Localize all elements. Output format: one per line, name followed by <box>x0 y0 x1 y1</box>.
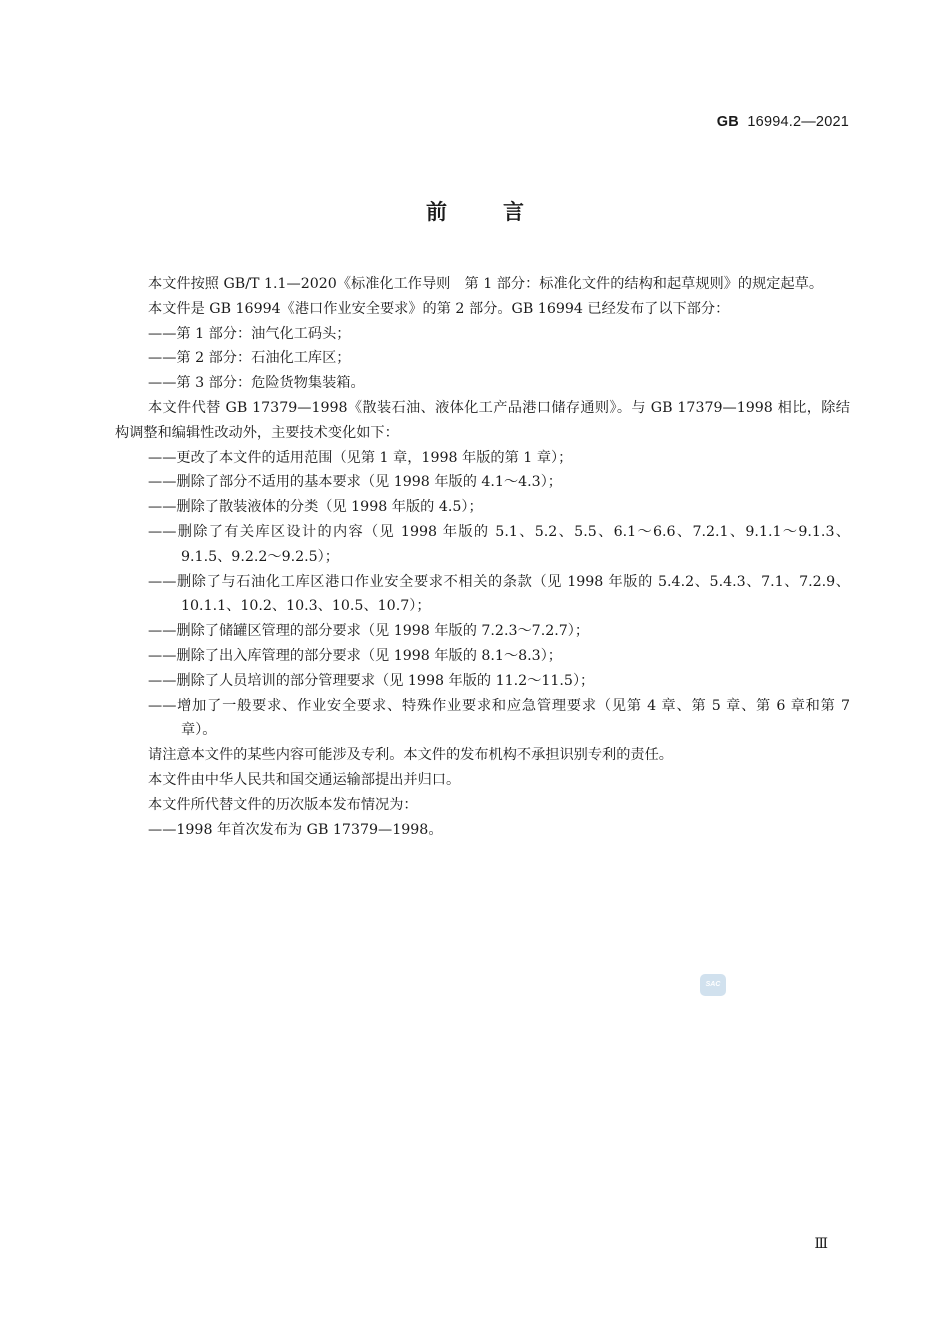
list-item: ——删除了有关库区设计的内容（见 1998 年版的 5.1、5.2、5.5、6.1～6.6、7.2.1、9.1.1～9.1.3、9.1.5、9.2.2～9.2.5）； <box>148 523 850 565</box>
standard-prefix: GB <box>716 114 739 130</box>
sac-watermark-logo: SAC <box>700 974 726 996</box>
paragraph: 本文件是 GB 16994《港口作业安全要求》的第 2 部分。GB 16994 已经发布了以下部分： <box>148 300 730 317</box>
paragraph: 本文件按照 GB/T 1.1—2020《标准化工作导则 第 1 部分：标准化文件的结构和起草规则》的规定起草。 <box>148 276 824 292</box>
page-title: 前言 <box>426 200 580 224</box>
paragraph: 请注意本文件的某些内容可能涉及专利。本文件的发布机构不承担识别专利的责任。 <box>148 747 673 764</box>
list-item: ——删除了储罐区管理的部分要求（见 1998 年版的 7.2.3～7.2.7）； <box>148 623 590 640</box>
list-item: ——删除了部分不适用的基本要求（见 1998 年版的 4.1～4.3）； <box>148 474 562 491</box>
page-number: Ⅲ <box>814 1236 828 1252</box>
paragraph: 本文件由中华人民共和国交通运输部提出并归口。 <box>148 771 461 788</box>
paragraph: 本文件所代替文件的历次版本发布情况为： <box>148 796 418 813</box>
list-item: ——删除了散装液体的分类（见 1998 年版的 4.5）； <box>148 499 483 516</box>
list-item: ——第 1 部分：油气化工码头； <box>148 325 351 342</box>
list-item: ——1998 年首次发布为 GB 17379—1998。 <box>148 821 443 838</box>
list-item: ——删除了出入库管理的部分要求（见 1998 年版的 8.1～8.3）； <box>148 647 562 664</box>
document-code <box>717 114 849 130</box>
list-item: ——更改了本文件的适用范围（见第 1 章，1998 年版的第 1 章）； <box>148 449 573 466</box>
list-item: ——第 3 部分：危险货物集装箱。 <box>148 375 365 392</box>
paragraph: 本文件代替 GB 17379—1998《散装石油、液体化工产品港口储存通则》。与 GB 17379—1998 相比，除结构调整和编辑性改动外，主要技术变化如下： <box>115 399 850 441</box>
list-item: ——删除了人员培训的部分管理要求（见 1998 年版的 11.2～11.5）； <box>148 672 595 689</box>
list-item: ——删除了与石油化工库区港口作业安全要求不相关的条款（见 1998 年版的 5.4.2、5.4.3、7.1、7.2.9、10.1.1、10.2、10.3、10.5、10.7）； <box>148 573 850 615</box>
foreword-body <box>115 272 850 842</box>
list-item: ——第 2 部分：石油化工库区； <box>148 350 351 367</box>
list-item: ——增加了一般要求、作业安全要求、特殊作业要求和应急管理要求（见第 4 章、第 5 章、第 6 章和第 7 章）。 <box>148 697 850 739</box>
standard-number: 16994.2—2021 <box>747 114 849 130</box>
